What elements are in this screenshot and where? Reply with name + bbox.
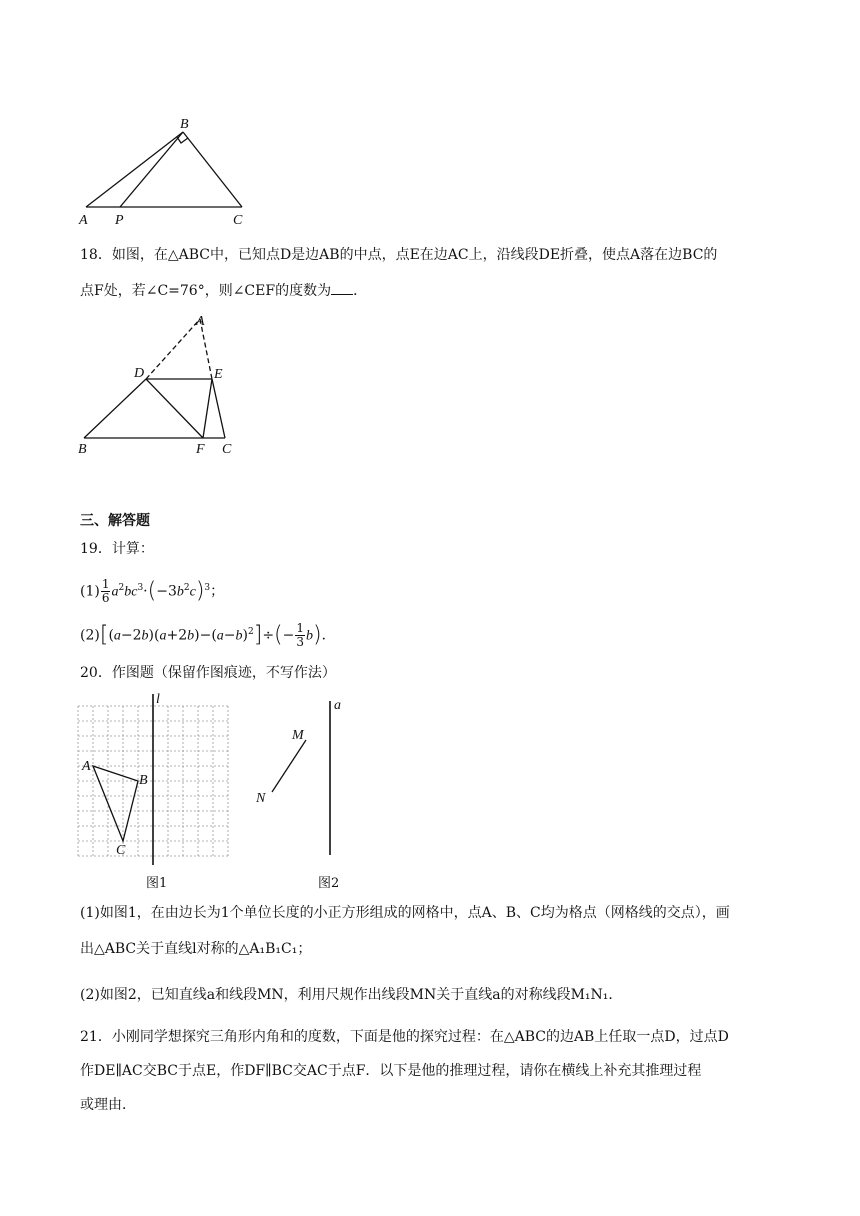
q19-title: 19．计算：: [80, 541, 154, 557]
segment-bc: [183, 132, 242, 207]
q21-line3: 或理由．: [80, 1097, 136, 1113]
fold-da: [146, 319, 200, 379]
label-f: F: [196, 442, 205, 457]
q18-line2-end: ．: [353, 283, 368, 299]
segment-mn: [272, 740, 306, 792]
label-b: B: [180, 117, 189, 132]
label-a: A: [196, 314, 205, 329]
label-b: B: [139, 773, 148, 788]
segment-df: [146, 379, 203, 438]
fraction-one-sixth: $\frac{1}{6}$: [101, 577, 110, 606]
label-n: N: [256, 791, 266, 806]
q20-title: 20．作图题（保留作图痕迹，不写作法）: [80, 665, 336, 681]
caption-fig1: 图1: [146, 876, 168, 891]
figure-18: [70, 305, 250, 465]
caption-fig2: 图2: [318, 876, 340, 891]
q18-line1: 18．如图，在△ABC中，已知点D是边AB的中点，点E在边AC上，沿线段DE折叠，使点A落在边BC的: [80, 247, 718, 263]
answer-blank[interactable]: [331, 280, 353, 295]
q20-part1-line2: 出△ABC关于直线l对称的△A₁B₁C₁；: [80, 941, 312, 957]
segment-ef: [203, 379, 212, 438]
q19-part2-label: (2): [80, 627, 100, 644]
q19-part1: (1) $\frac{1}{6}$ $a^2bc^3\cdot(-3b^2c)^3$；: [80, 577, 225, 606]
segment-bp: [120, 132, 183, 207]
figure-2: [250, 695, 360, 865]
triangle-abc: [93, 766, 138, 841]
grid-figure-1: [74, 690, 234, 870]
label-m: M: [292, 728, 304, 743]
q18-line2-text: 点F处，若∠C=76°，则∠CEF的度数为: [80, 283, 332, 299]
label-l: l: [156, 692, 160, 707]
label-p: P: [115, 213, 124, 228]
label-a: a: [334, 698, 341, 713]
label-e: E: [214, 367, 223, 382]
q21-line2: 作DE∥AC交BC于点E，作DF∥BC交AC于点F．以下是他的推理过程，请你在横线上补充其推理过程: [80, 1063, 702, 1079]
label-b: B: [78, 442, 87, 457]
label-c: C: [116, 843, 126, 858]
segment-ec: [212, 379, 225, 438]
label-c: C: [233, 213, 243, 228]
label-a: A: [82, 759, 91, 774]
segment-bd: [84, 379, 146, 438]
label-d: D: [134, 366, 145, 381]
figure-17: [70, 112, 260, 230]
label-a: A: [79, 213, 88, 228]
q19-part1-label: (1): [80, 583, 100, 600]
q18-line2: [80, 280, 367, 302]
fraction-one-third: $\frac{1}{3}$: [296, 621, 305, 650]
q21-line1: 21．小刚同学想探究三角形内角和的度数，下面是他的探究过程：在△ABC的边AB上任取一点D，过点D: [80, 1029, 729, 1045]
q20-part2: (2)如图2，已知直线a和线段MN，利用尺规作出线段MN关于直线a的对称线段M₁N₁．: [80, 987, 623, 1003]
section-title: 三、解答题: [80, 513, 150, 529]
q19-part2: $(2)[(a-2b)(a+2b)-(a-b)^2]\div(-$ $\frac{1}{3}$ b)．: [80, 621, 336, 650]
segment-ab: [86, 132, 183, 207]
q20-part1-line1: (1)如图1，在由边长为1个单位长度的小正方形组成的网格中，点A、B、C均为格点（网格线的交点），画: [80, 905, 730, 921]
label-c: C: [222, 442, 232, 457]
